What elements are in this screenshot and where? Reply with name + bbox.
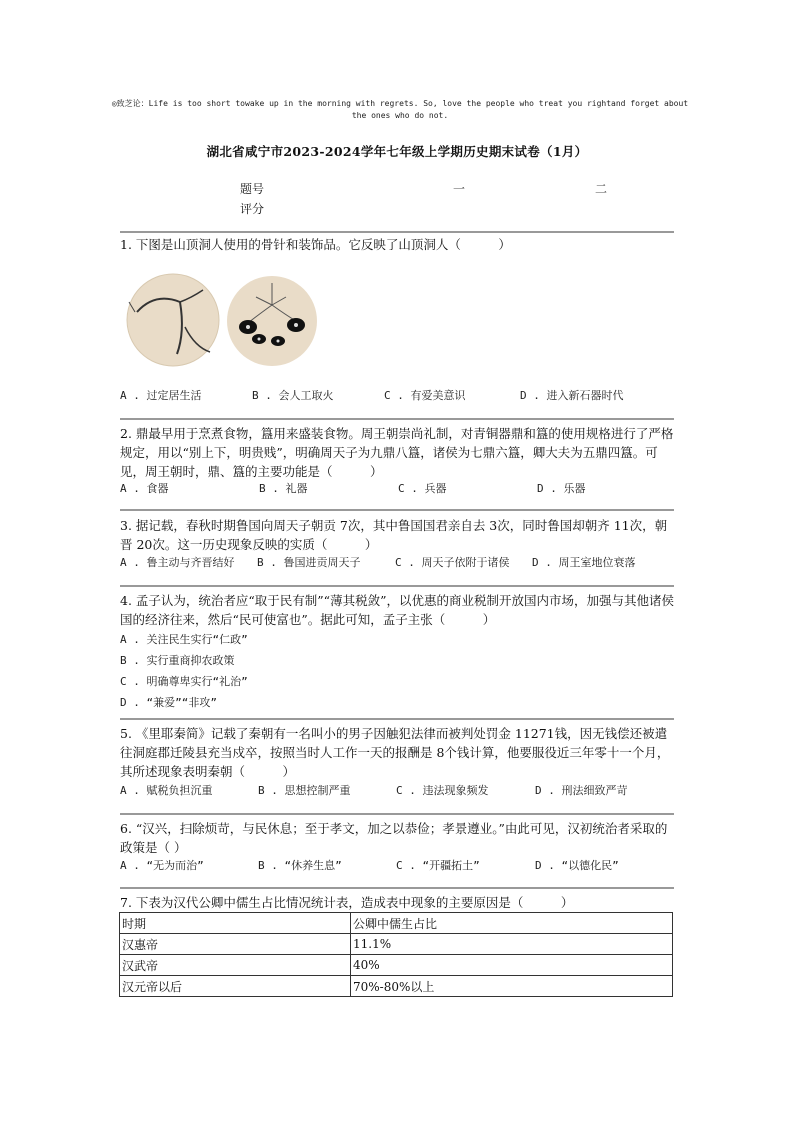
score-table-label-score: 评分 (240, 202, 265, 216)
question-4-option-b[interactable]: B . 实行重商抑农政策 (120, 654, 235, 667)
divider (120, 887, 674, 889)
question-3-options (120, 555, 680, 571)
score-table-col-2: 二 (595, 182, 608, 196)
question-6-options (120, 858, 680, 874)
exam-title: 湖北省咸宁市2023-2024学年七年级上学期历史期末试卷（1月） (206, 144, 588, 159)
table-cell-period: 汉武帝 (120, 955, 351, 976)
divider (120, 509, 674, 511)
question-3-text: 3. 据记载，春秋时期鲁国向周天子朝贡 7次，其中鲁国国君亲自去 3次，同时鲁国却朝齐 11次，朝晋 20次。这一历史现象反映的实质（ ） (120, 518, 668, 552)
table-row (120, 934, 673, 955)
question-3-option-a[interactable]: A . 鲁主动与齐晋结好 (120, 556, 235, 569)
confucian-ratio-table (119, 912, 673, 997)
question-2-option-b[interactable]: B . 礼器 (259, 482, 308, 495)
question-5-option-b[interactable]: B . 思想控制严重 (258, 784, 351, 797)
divider (120, 418, 674, 420)
question-1-options (120, 388, 680, 404)
question-5-option-a[interactable]: A . 赋税负担沉重 (120, 784, 213, 797)
ornaments-image (226, 275, 318, 367)
divider (120, 231, 674, 233)
bone-needle-image (125, 272, 221, 368)
question-6-option-d[interactable]: D . “以德化民” (535, 859, 619, 872)
score-table-label-number: 题号 (240, 182, 265, 196)
table-header-period: 时期 (120, 913, 351, 934)
question-1-option-b[interactable]: B . 会人工取火 (252, 389, 334, 402)
question-2-option-a[interactable]: A . 食器 (120, 482, 169, 495)
question-6-option-a[interactable]: A . “无为而治” (120, 859, 204, 872)
table-row (120, 976, 673, 997)
question-1-option-a[interactable]: A . 过定居生活 (120, 389, 202, 402)
question-6-text: 6. “汉兴，扫除烦苛，与民休息；至于孝文，加之以恭俭；孝景遵业。”由此可见，汉初统治者采取的政策是（ ） (120, 821, 668, 855)
question-1-option-d[interactable]: D . 进入新石器时代 (520, 389, 624, 402)
question-5-options (120, 783, 680, 799)
question-4-options (120, 629, 680, 713)
question-3-option-d[interactable]: D . 周王室地位衰落 (532, 556, 636, 569)
table-cell-ratio: 70%-80%以上 (351, 976, 673, 997)
question-4-text: 4. 孟子认为，统治者应“取于民有制”“薄其税敛”，以优惠的商业税制开放国内市场，加强与其他诸侯国的经济往来，然后“民可使富也”。据此可知，孟子主张（ ） (120, 593, 674, 627)
question-6-option-b[interactable]: B . “休养生息” (258, 859, 342, 872)
question-4-option-d[interactable]: D . “兼爱”“非攻” (120, 696, 217, 709)
question-1-text: 1. 下图是山顶洞人使用的骨针和装饰品。它反映了山顶洞人（ ） (120, 237, 511, 252)
divider (120, 718, 674, 720)
header-quote: ◎致芝论：Life is too short towake up in the morning with regrets. So, love the people who treat you rightand forget about the ones who do not. (111, 99, 689, 120)
question-2-option-d[interactable]: D . 乐器 (537, 482, 586, 495)
table-cell-period: 汉惠帝 (120, 934, 351, 955)
question-7-text: 7. 下表为汉代公卿中儒生占比情况统计表，造成表中现象的主要原因是（ ） (120, 895, 574, 910)
table-header-ratio: 公卿中儒生占比 (351, 913, 673, 934)
divider (120, 585, 674, 587)
table-row (120, 955, 673, 976)
question-2-option-c[interactable]: C . 兵器 (398, 482, 447, 495)
score-table-col-1: 一 (453, 182, 466, 196)
divider (120, 813, 674, 815)
question-5-option-c[interactable]: C . 违法现象频发 (396, 784, 489, 797)
table-cell-ratio: 40% (351, 955, 673, 976)
table-header-row (120, 913, 673, 934)
table-cell-ratio: 11.1% (351, 934, 673, 955)
question-2-options (120, 481, 680, 497)
question-4-option-c[interactable]: C . 明确尊卑实行“礼治” (120, 675, 248, 688)
question-2-text: 2. 鼎最早用于烹煮食物，簋用来盛装食物。周王朝崇尚礼制，对青铜器鼎和簋的使用规格进行了严格规定，用以“别上下，明贵贱”，明确周天子为九鼎八簋，诸侯为七鼎六簋，卿大夫为五鼎四簋。可见，周王朝时，鼎、簋的主要功能是（ ） (120, 426, 674, 479)
score-table (120, 178, 674, 222)
question-5-text: 5. 《里耶秦简》记载了秦朝有一名叫小的男子因触犯法律而被判处罚金 11271钱，因无钱偿还被遣往洞庭郡迁陵县充当戍卒，按照当时人工作一天的报酬是 8个钱计算，他要服役近三年零十一个月，其所述现象表明秦朝（ ） (120, 726, 670, 779)
question-4-option-a[interactable]: A . 关注民生实行“仁政” (120, 633, 248, 646)
question-3-option-b[interactable]: B . 鲁国进贡周天子 (257, 556, 361, 569)
question-1-option-c[interactable]: C . 有爱美意识 (384, 389, 466, 402)
question-5-option-d[interactable]: D . 刑法细致严苛 (535, 784, 628, 797)
question-6-option-c[interactable]: C . “开疆拓土” (396, 859, 480, 872)
table-cell-period: 汉元帝以后 (120, 976, 351, 997)
question-3-option-c[interactable]: C . 周天子依附于诸侯 (395, 556, 510, 569)
